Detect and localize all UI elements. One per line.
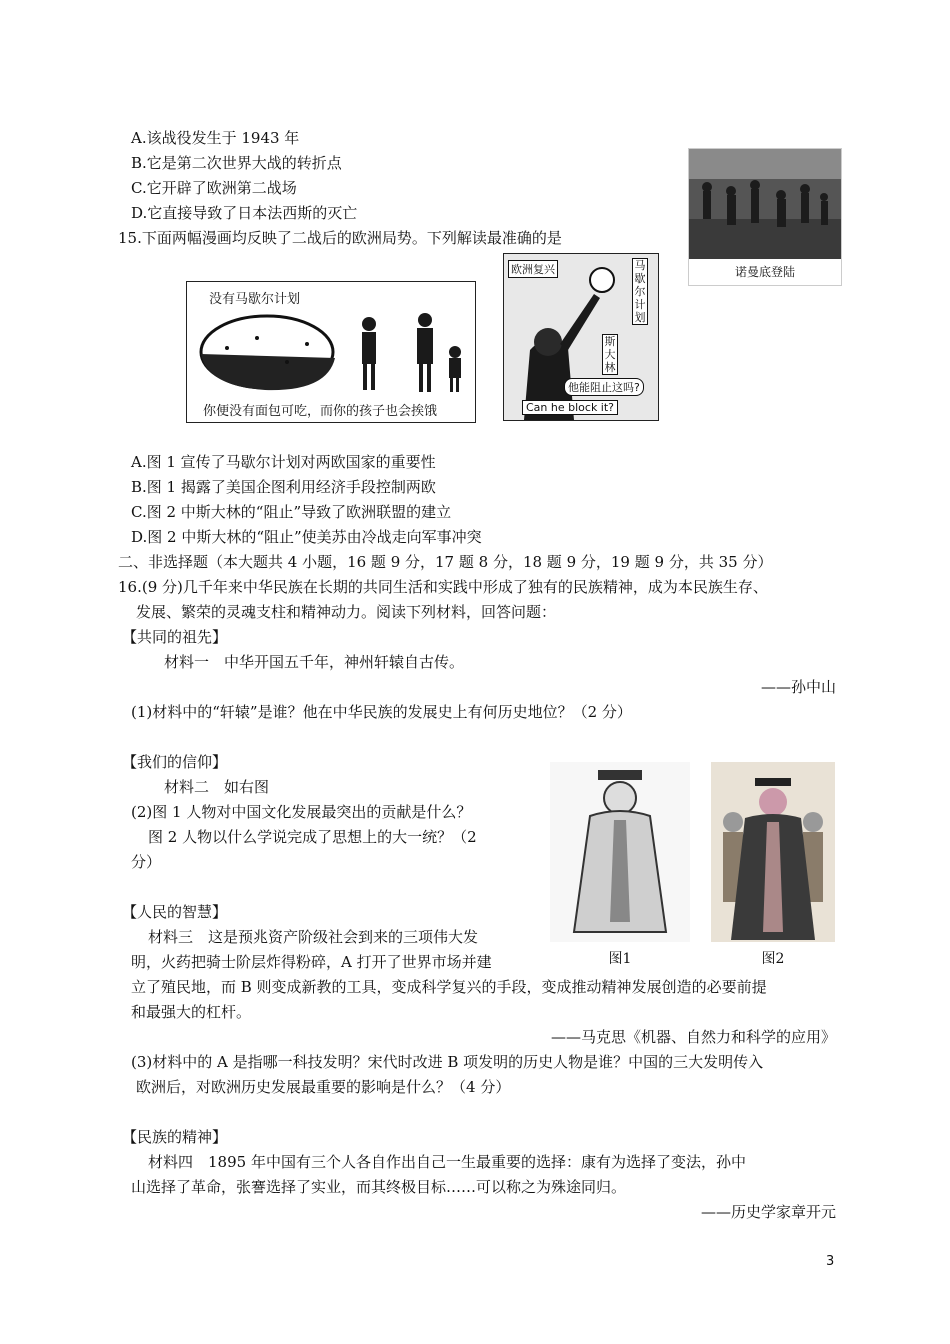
figure-1-image <box>550 762 690 942</box>
material-4-source: ——历史学家章开元 <box>700 1203 836 1221</box>
q14-option-c: C.它开辟了欧洲第二战场 <box>131 179 297 197</box>
question-1: (1)材料中的“轩辕”是谁？他在中华民族的发展史上有何历史地位？（2 分） <box>131 703 632 721</box>
material-4-line-1: 材料四 1895 年中国有三个人各自作出自己一生最重要的选择：康有为选择了变法，孙中 <box>148 1153 746 1171</box>
wisdom-heading: 【人民的智慧】 <box>122 903 228 921</box>
question-3-line-1: (3)材料中的 A 是指哪一科技发明？宋代时改进 B 项发明的历史人物是谁？中国的三大发明传入 <box>131 1053 764 1071</box>
figure-2-caption: 图2 <box>761 951 785 967</box>
cartoon-2-label-europe: 欧洲复兴 <box>508 260 558 278</box>
material-3-line-1: 材料三 这是预兆资产阶级社会到来的三项伟大发 <box>148 928 479 946</box>
question-3-line-2: 欧洲后，对欧洲历史发展最重要的影响是什么？（4 分） <box>136 1078 511 1096</box>
material-3-source: ——马克思《机器、自然力和科学的应用》 <box>550 1028 836 1046</box>
normandy-landing-photo <box>688 148 842 286</box>
q16-intro-line-1: 16.(9 分)几千年来中华民族在长期的共同生活和实践中形成了独有的民族精神，成为本民族生存、 <box>118 578 768 596</box>
q14-option-b: B.它是第二次世界大战的转折点 <box>131 154 342 172</box>
belief-heading: 【我们的信仰】 <box>122 753 228 771</box>
question-2-line-2: 图 2 人物以什么学说完成了思想上的大一统？（2 <box>148 828 477 846</box>
material-3-line-2: 明，火药把骑士阶层炸得粉碎，A 打开了世界市场并建 <box>131 953 492 971</box>
cartoon-2 <box>503 253 659 421</box>
material-3-line-3: 立了殖民地，而 B 则变成新教的工具，变成科学复兴的手段，变成推动精神发展创造的必要前提 <box>131 978 767 996</box>
cartoon-2-label-marshall: 马歇尔计划 <box>632 258 648 325</box>
material-2: 材料二 如右图 <box>164 778 270 796</box>
cartoon-1 <box>186 281 476 423</box>
page-number: 3 <box>826 1254 835 1269</box>
cartoon-2-label-stalin: 斯大林 <box>602 334 618 375</box>
q14-option-a: A.该战役发生于 1943 年 <box>131 129 300 147</box>
material-3-line-4: 和最强大的杠杆。 <box>131 1003 252 1021</box>
cartoon-2-bubble-en: Can he block it? <box>522 400 618 415</box>
question-2-line-1: (2)图 1 人物对中国文化发展最突出的贡献是什么？ <box>131 803 472 821</box>
q15-stem: 15.下面两幅漫画均反映了二战后的欧洲局势。下列解读最准确的是 <box>118 229 562 247</box>
figure-2-image <box>711 762 835 942</box>
figure-1-portrait <box>550 762 690 967</box>
q16-intro-line-2: 发展、繁荣的灵魂支柱和精神动力。阅读下列材料，回答问题： <box>136 603 557 621</box>
q15-option-c: C.图 2 中斯大林的“阻止”导致了欧洲联盟的建立 <box>131 503 452 521</box>
figure-2-portrait <box>711 762 835 967</box>
material-1-source: ——孙中山 <box>760 678 836 696</box>
ancestor-heading: 【共同的祖先】 <box>122 628 228 646</box>
material-1: 材料一 中华开国五千年，神州轩辕自古传。 <box>164 653 465 671</box>
material-4-line-2: 山选择了革命，张謇选择了实业，而其终极目标……可以称之为殊途同归。 <box>131 1178 627 1196</box>
cartoon-1-caption: 你便没有面包可吃，而你的孩子也会挨饿 <box>203 404 438 419</box>
q15-option-a: A.图 1 宣传了马歇尔计划对两欧国家的重要性 <box>131 453 436 471</box>
normandy-photo-image <box>689 149 841 259</box>
q15-option-d: D.图 2 中斯大林的“阻止”使美苏由冷战走向军事冲突 <box>131 528 482 546</box>
q15-option-b: B.图 1 揭露了美国企图利用经济手段控制两欧 <box>131 478 436 496</box>
figure-1-caption: 图1 <box>608 951 632 967</box>
spirit-heading: 【民族的精神】 <box>122 1128 228 1146</box>
normandy-photo-caption: 诺曼底登陆 <box>734 265 795 279</box>
section-2-heading: 二、非选择题（本大题共 4 小题，16 题 9 分，17 题 8 分，18 题 9 分，19 题 9 分，共 35 分） <box>118 553 773 571</box>
cartoon-2-bubble-cn: 他能阻止这吗? <box>564 378 644 396</box>
question-2-line-3: 分） <box>131 853 162 871</box>
cartoon-1-title: 没有马歇尔计划 <box>209 292 301 307</box>
q14-option-d: D.它直接导致了日本法西斯的灭亡 <box>131 204 358 222</box>
